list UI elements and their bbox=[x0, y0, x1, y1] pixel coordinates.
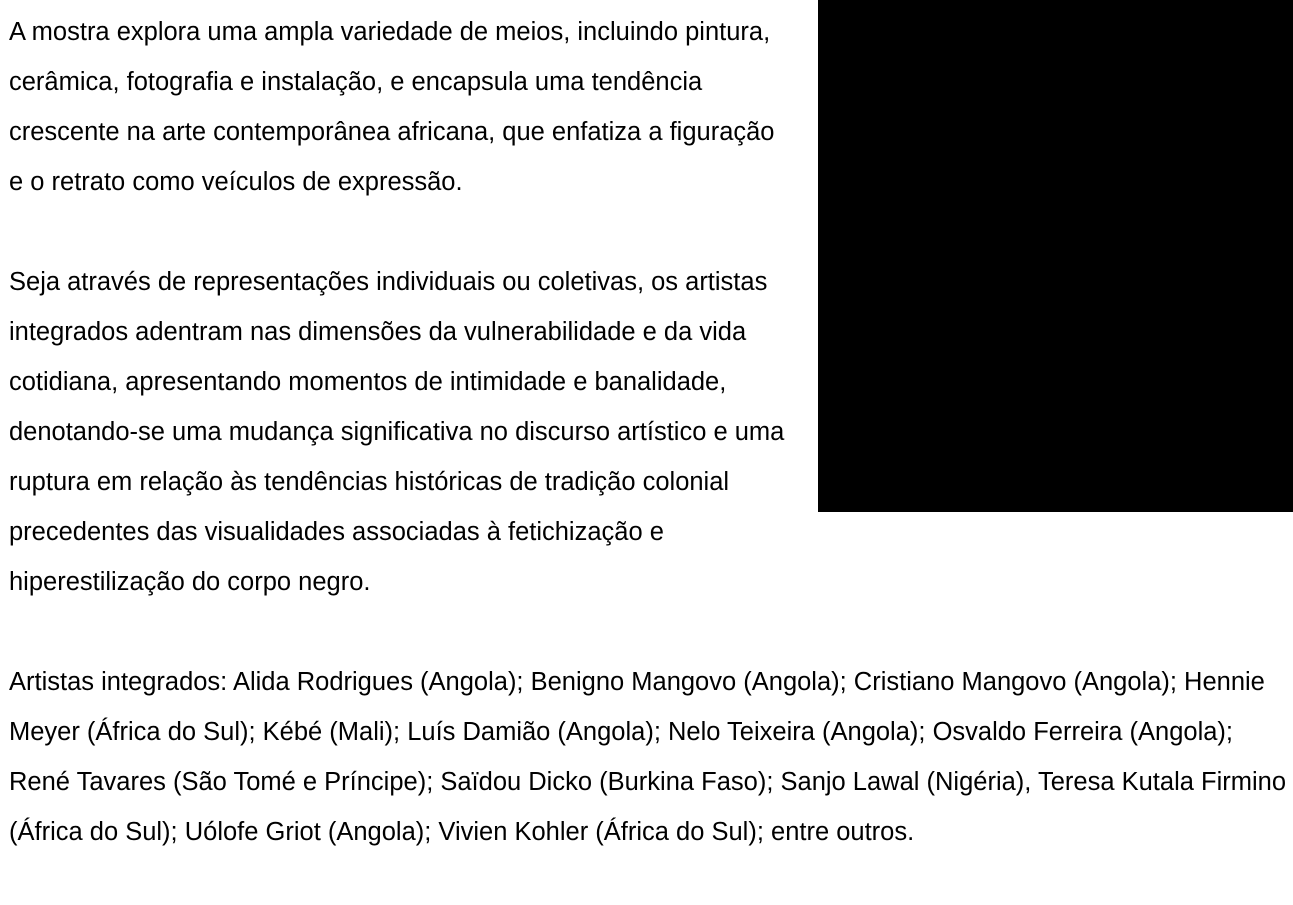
featured-image bbox=[818, 0, 1293, 512]
paragraph-artistic-discourse: Seja através de representações individuais ou coletivas, os artistas integrados adentram nas dimensões da vulnerabilidade e da vida cotidiana, apresentando momentos de intimidade e banalidade, denotando-se uma mudança significativa no discurso artístico e uma ruptura em relação às tendências históricas de tradição colonial precedentes das visualidades associadas à fetichização e hiperestilização do corpo negro. bbox=[9, 268, 785, 596]
paragraph-artists-list: Artistas integrados: Alida Rodrigues (Angola); Benigno Mangovo (Angola); Cristiano Mangovo (Angola); Hennie Meyer (África do Sul); Kébé (Mali); Luís Damião (Angola); Nelo Teixeira (Angola); Osvaldo Ferreira (Angola); René Tavares (São Tomé e Príncipe); Saïdou Dicko (Burkina Faso); Sanjo Lawal (Nigéria), Teresa Kutala Firmino (África do Sul); Uólofe Griot (Angola); Vivien Kohler (África do Sul); entre outros. bbox=[9, 668, 1287, 846]
paragraph-media-description: A mostra explora uma ampla variedade de meios, incluindo pintura, cerâmica, fotografia e instalação, e encapsula uma tendência crescente na arte contemporânea africana, que enfatiza a figuração e o retrato como veículos de expressão. bbox=[9, 18, 775, 196]
article-body bbox=[9, 7, 1293, 857]
